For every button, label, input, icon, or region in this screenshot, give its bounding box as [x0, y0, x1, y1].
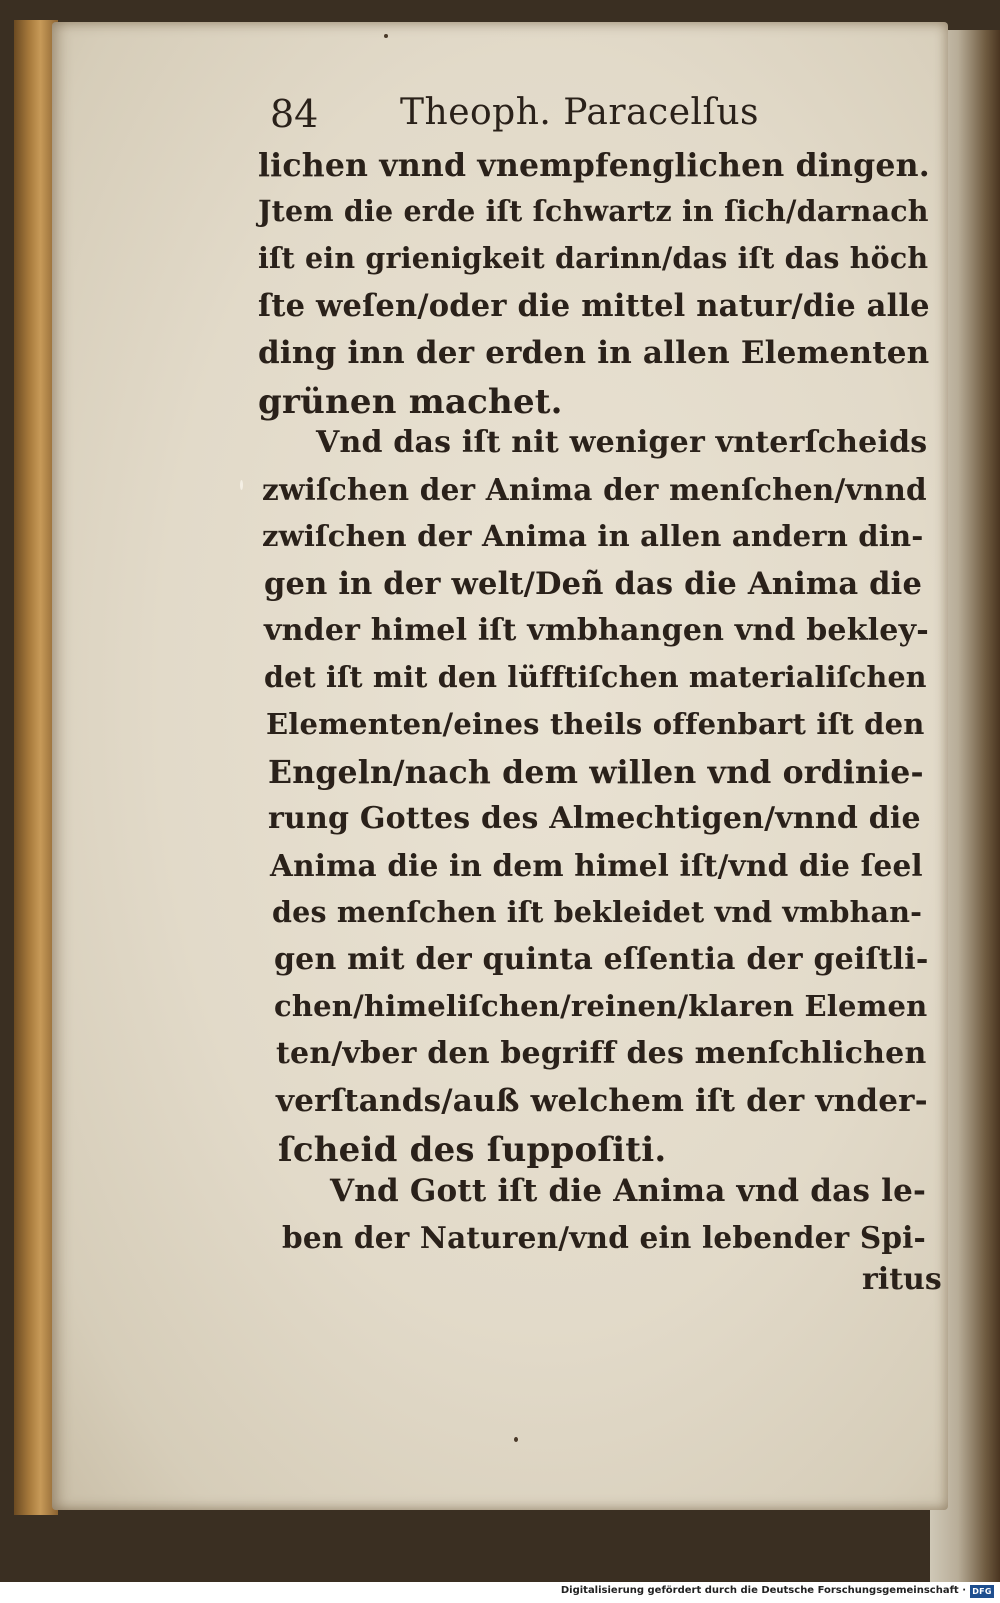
digitization-credit: Digitalisierung gefördert durch die Deutsche Forschungsgemeinschaft · — [560, 1585, 966, 1596]
text-line: lichen vnnd vnempfenglichen dingen. — [258, 147, 930, 184]
text-line: Elementen/eines theils offenbart iſt den — [266, 707, 925, 741]
text-line: Engeln/nach dem willen vnd ordinie- — [268, 754, 924, 791]
text-line: des menſchen iſt bekleidet vnd vmbhan- — [272, 895, 923, 929]
text-line: iſt ein grienigkeit darinn/das iſt das höch — [258, 241, 929, 275]
text-line: rung Gottes des Almechtigen/vnnd die — [268, 801, 921, 836]
text-line: gen mit der quinta eſſentia der geiſtli- — [274, 942, 929, 977]
text-line: ſcheid des ſuppoſiti. — [278, 1130, 667, 1170]
text-line: verſtands/auß welchem iſt der vnder- — [276, 1083, 928, 1119]
text-line: zwiſchen der Anima der menſchen/vnnd — [262, 472, 927, 507]
text-line: Jtem die erde iſt ſchwartz in ſich/darnach — [258, 194, 929, 228]
text-line: zwiſchen der Anima in allen andern din- — [262, 519, 924, 553]
text-line: gen in der welt/Deñ das die Anima die — [264, 566, 923, 602]
catchword: ritus — [862, 1262, 942, 1297]
paper-blemish — [240, 480, 243, 490]
text-line: det iſt mit den lüfftiſchen materialiſchen — [264, 660, 927, 694]
text-line: ſte weſen/oder die mittel natur/die alle — [258, 288, 930, 324]
text-line: ten/vber den begriff des menſchlichen — [276, 1036, 927, 1071]
dfg-logo: DFG — [970, 1585, 994, 1598]
text-line: Vnd Gott iſt die Anima vnd das le- — [330, 1173, 927, 1209]
running-head: Theoph. Paracelſus — [400, 92, 759, 133]
text-line: ding inn der erden in allen Elementen — [258, 335, 930, 371]
ink-speck — [384, 34, 388, 38]
page-number: 84 — [270, 92, 319, 136]
text-line: Vnd das iſt nit weniger vnterſcheids — [316, 425, 928, 460]
text-line: Anima die in dem himel iſt/vnd die ſeel — [270, 848, 923, 883]
text-line: grünen machet. — [258, 382, 563, 422]
text-line: chen/himeliſchen/reinen/klaren Elemen — [274, 989, 928, 1023]
ink-speck — [514, 1437, 518, 1442]
text-line: vnder himel iſt vmbhangen vnd bekley- — [264, 613, 929, 648]
text-line: ben der Naturen/vnd ein lebender Spi- — [282, 1220, 926, 1255]
